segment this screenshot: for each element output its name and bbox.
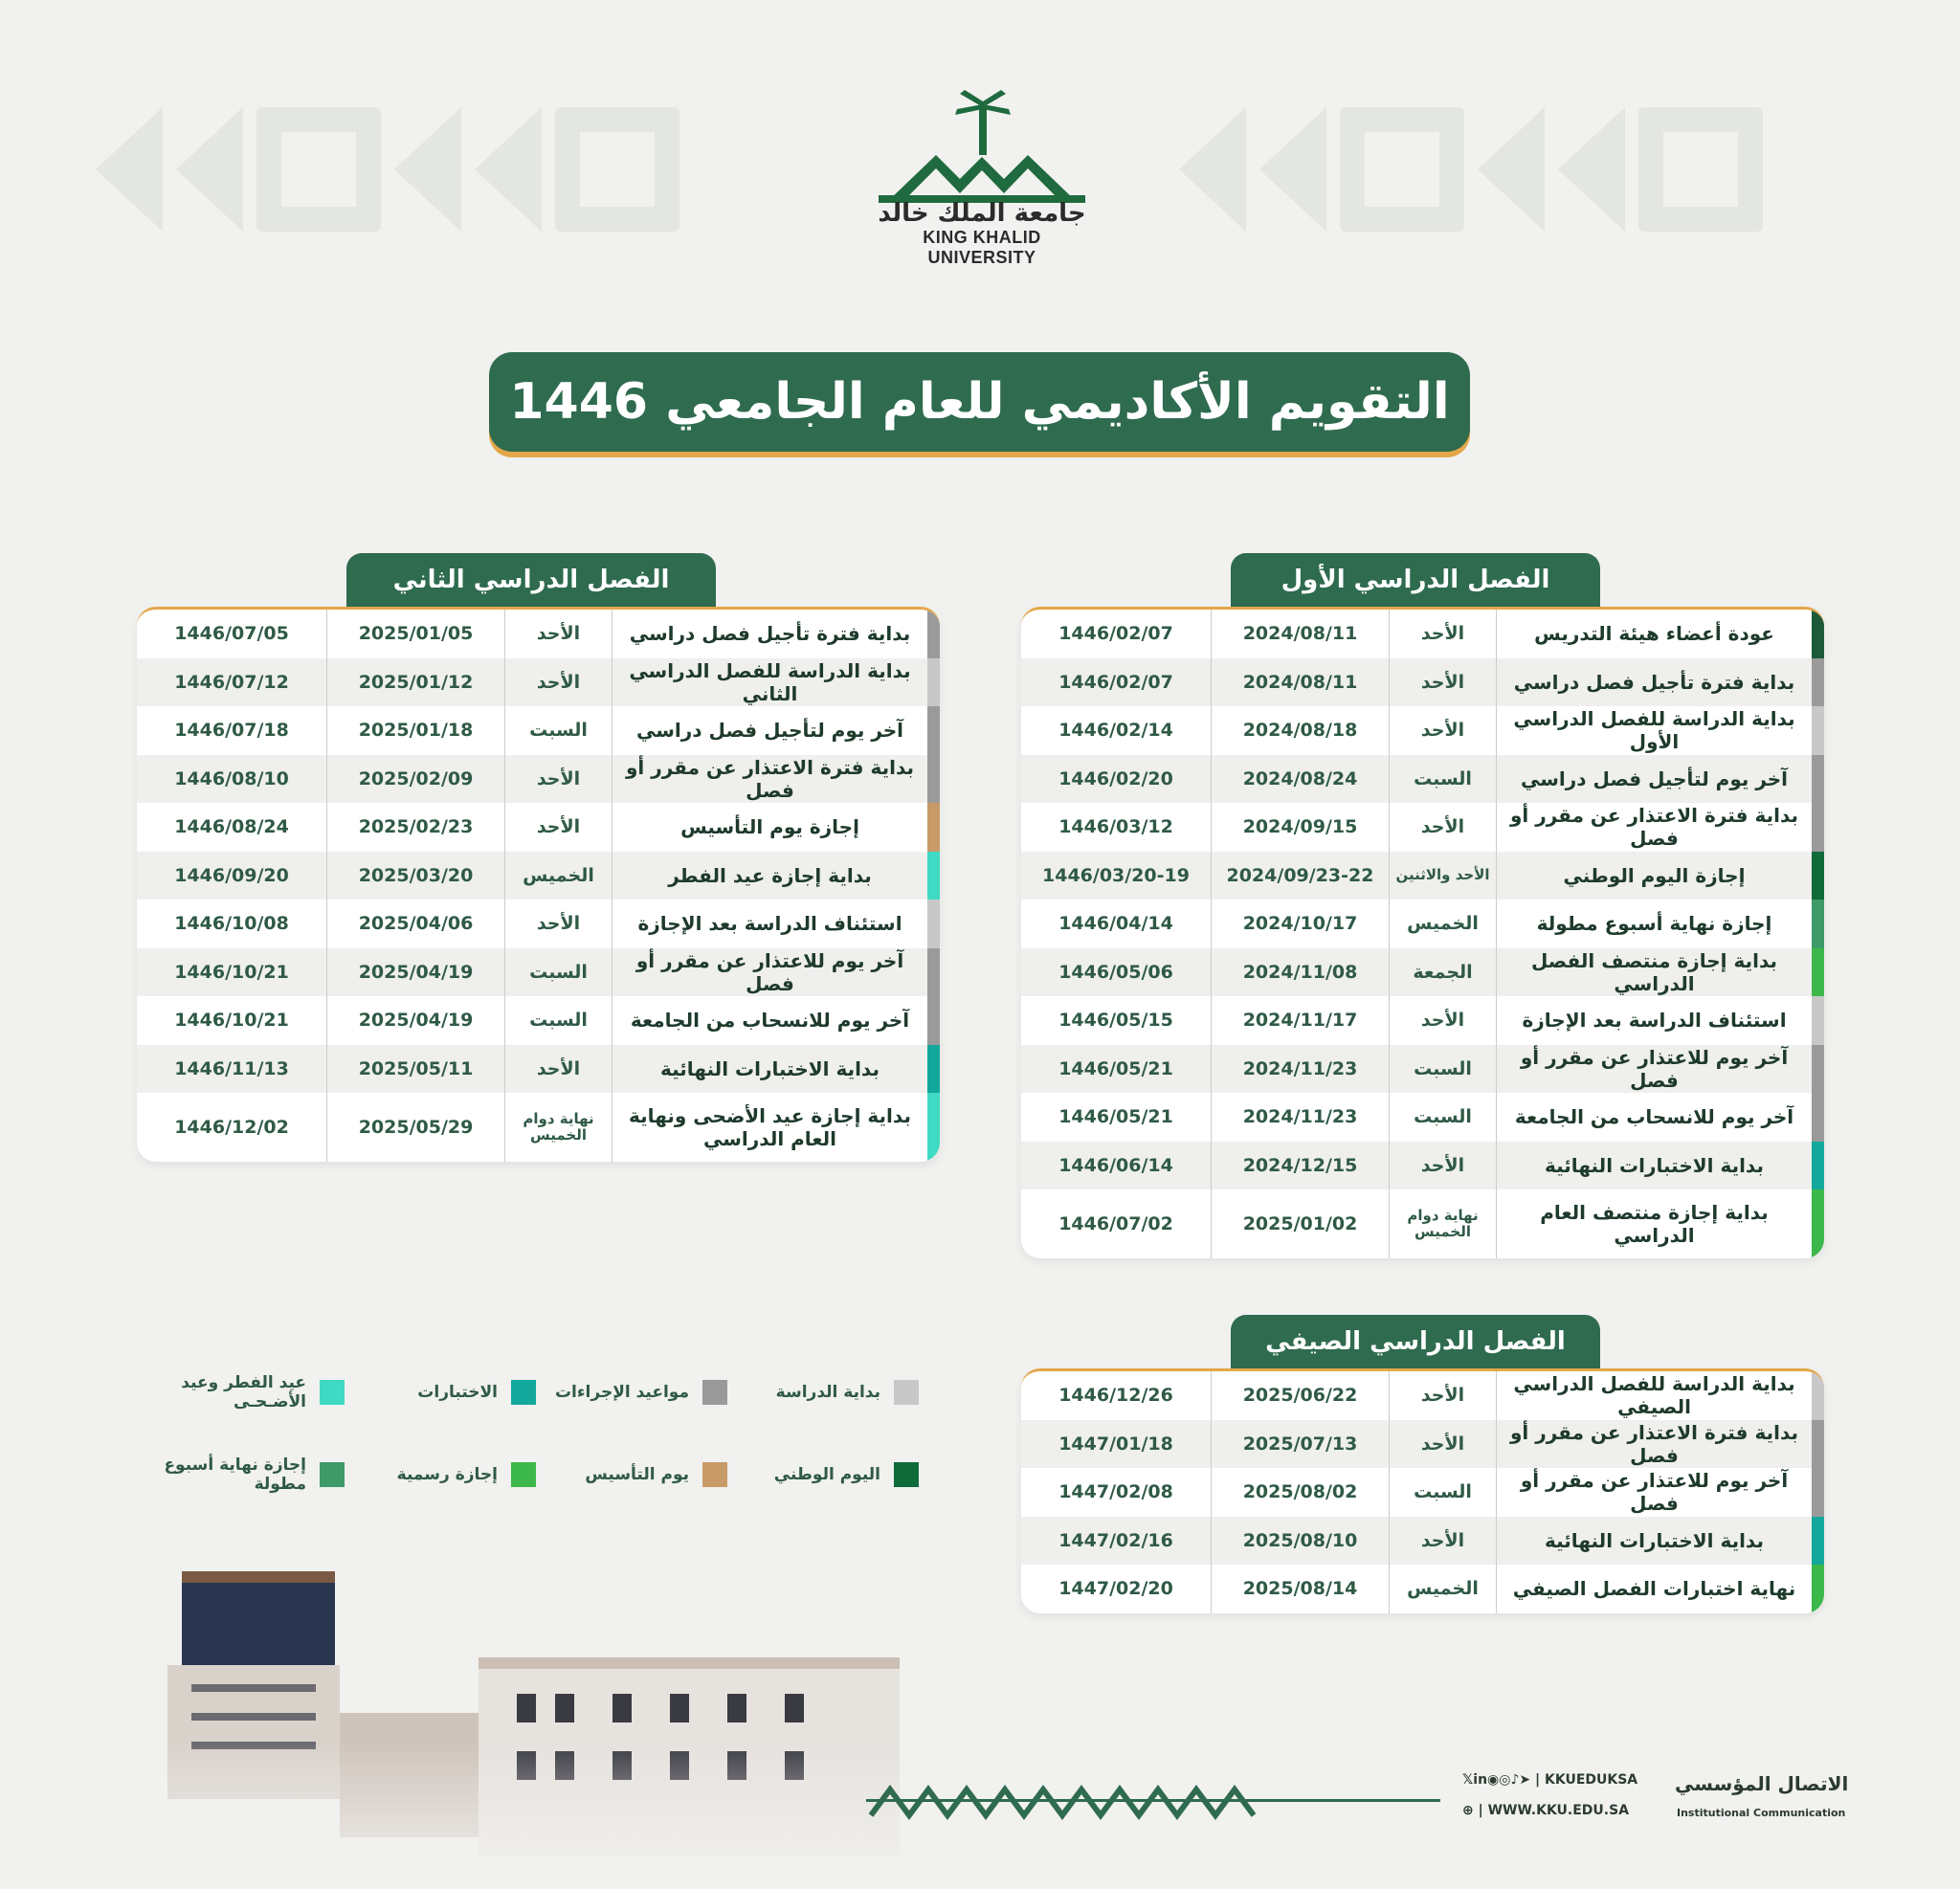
table-row (1021, 1189, 1824, 1258)
hijri-date-cell: 1446/09/20 (174, 864, 289, 886)
legend-label: إجازة نهاية أسبوع مطولة (164, 1456, 306, 1494)
legend-swatch (320, 1380, 345, 1405)
day-cell: الخميس (504, 852, 612, 900)
day-cell: الأحد (504, 900, 612, 948)
gregorian-date-cell: 2025/02/23 (326, 803, 504, 852)
category-color-strip (1812, 1468, 1824, 1517)
category-color-strip (1812, 996, 1824, 1045)
gregorian-date-cell: 2024/11/23 (1211, 1093, 1389, 1142)
category-color-strip (1812, 1189, 1824, 1258)
event-cell: بداية الاختبارات النهائية (612, 1045, 927, 1094)
gregorian-date-cell: 2025/08/02 (1211, 1468, 1389, 1517)
hijri-date-cell: 1446/10/21 (174, 961, 289, 983)
gregorian-date-cell: 2024/11/17 (1211, 996, 1389, 1045)
legend-swatch (894, 1380, 919, 1405)
day-cell: السبت (504, 996, 612, 1045)
semester2-tab: الفصل الدراسي الثاني (346, 553, 716, 607)
gregorian-date-cell: 2025/04/19 (326, 996, 504, 1045)
legend-swatch (511, 1380, 536, 1405)
logo-english-name: KING KHALID UNIVERSITY (923, 228, 1041, 267)
gregorian-date-cell: 2025/01/18 (326, 706, 504, 755)
hijri-date-cell: 1446/04/14 (1058, 913, 1173, 935)
legend-item (536, 1373, 727, 1411)
gregorian-date-cell: 2025/04/19 (326, 948, 504, 997)
event-cell: آخر يوم لتأجيل فصل دراسي (1496, 755, 1812, 804)
day-cell: الجمعة (1389, 948, 1496, 997)
table-row (137, 610, 940, 658)
category-color-strip (1812, 610, 1824, 658)
gregorian-date-cell: 2024/11/08 (1211, 948, 1389, 997)
day-cell: الأحد والاثنين (1389, 852, 1496, 900)
day-cell: السبت (1389, 1093, 1496, 1142)
category-color-strip (1812, 1142, 1824, 1190)
table-row (137, 852, 940, 900)
event-cell: بداية فترة الاعتذار عن مقرر أو فصل (1496, 803, 1812, 852)
day-cell: الأحد (504, 610, 612, 658)
gregorian-date-cell: 2025/08/10 (1211, 1517, 1389, 1566)
gregorian-date-cell: 2025/05/29 (326, 1093, 504, 1162)
event-cell: آخر يوم للانسحاب من الجامعة (612, 996, 927, 1045)
table-row (137, 948, 940, 997)
hijri-date-cell: 1446/05/06 (1058, 961, 1173, 983)
day-cell: الأحد (1389, 1142, 1496, 1190)
table-row (1021, 1517, 1824, 1566)
hijri-date-cell: 1446/02/14 (1058, 720, 1173, 742)
day-cell: نهاية دوام الخميس (504, 1093, 612, 1162)
event-cell: بداية فترة تأجيل فصل دراسي (1496, 658, 1812, 707)
table-row (137, 658, 940, 707)
event-cell: بداية إجازة منتصف العام الدراسي (1496, 1189, 1812, 1258)
hijri-date-cell: 1446/02/20 (1058, 767, 1173, 789)
day-cell: الأحد (1389, 996, 1496, 1045)
table-row (1021, 1093, 1824, 1142)
legend-label: عيد الفطر وعيد الأضـحـى (181, 1373, 306, 1411)
hijri-date-cell: 1446/08/10 (174, 767, 289, 789)
hijri-date-cell: 1446/11/13 (174, 1057, 289, 1079)
table-row (137, 900, 940, 948)
category-color-strip (1812, 755, 1824, 804)
event-cell: بداية الدراسة للفصل الدراسي الثاني (612, 658, 927, 707)
color-legend (153, 1373, 919, 1538)
day-cell: الأحد (504, 803, 612, 852)
category-color-strip (927, 658, 940, 707)
table-row (137, 996, 940, 1045)
table-row (137, 755, 940, 804)
table-row (137, 1045, 940, 1094)
hijri-date-cell: 1446/12/02 (174, 1117, 289, 1138)
day-cell: السبت (504, 706, 612, 755)
legend-swatch (511, 1462, 536, 1487)
event-cell: آخر يوم للاعتذار عن مقرر أو فصل (1496, 1468, 1812, 1517)
category-color-strip (927, 852, 940, 900)
gregorian-date-cell: 2025/07/13 (1211, 1420, 1389, 1469)
event-cell: بداية الدراسة للفصل الدراسي الصيفي (1496, 1371, 1812, 1420)
gregorian-date-cell: 2024/08/24 (1211, 755, 1389, 804)
day-cell: الخميس (1389, 1565, 1496, 1613)
legend-label: يوم التأسيس (585, 1465, 689, 1484)
gregorian-date-cell: 2024/10/17 (1211, 900, 1389, 948)
hijri-date-cell: 1447/01/18 (1058, 1433, 1173, 1455)
legend-item (727, 1373, 919, 1411)
legend-swatch (702, 1380, 727, 1405)
gregorian-date-cell: 2024/08/11 (1211, 658, 1389, 707)
hijri-date-cell: 1446/07/02 (1058, 1213, 1173, 1234)
event-cell: بداية الاختبارات النهائية (1496, 1142, 1812, 1190)
legend-item (345, 1456, 536, 1494)
gregorian-date-cell: 2025/05/11 (326, 1045, 504, 1094)
table-row (1021, 1371, 1824, 1420)
gregorian-date-cell: 2024/08/18 (1211, 706, 1389, 755)
day-cell: السبت (1389, 1045, 1496, 1094)
footer-website[interactable]: ⊕ | WWW.KKU.EDU.SA (1462, 1803, 1630, 1818)
event-cell: بداية فترة الاعتذار عن مقرر أو فصل (1496, 1420, 1812, 1469)
day-cell: الأحد (504, 658, 612, 707)
legend-item (153, 1373, 345, 1411)
footer-dept-english: Institutional Communication (1677, 1807, 1846, 1819)
event-cell: نهاية اختبارات الفصل الصيفي (1496, 1565, 1812, 1613)
category-color-strip (1812, 706, 1824, 755)
event-cell: إجازة اليوم الوطني (1496, 852, 1812, 900)
day-cell: الأحد (1389, 1517, 1496, 1566)
hijri-date-cell: 1446/10/21 (174, 1010, 289, 1032)
gregorian-date-cell: 2024/09/15 (1211, 803, 1389, 852)
category-color-strip (1812, 900, 1824, 948)
category-color-strip (927, 803, 940, 852)
legend-label: اليوم الوطني (773, 1465, 880, 1484)
category-color-strip (927, 900, 940, 948)
watermark-left (96, 107, 679, 241)
event-cell: آخر يوم للاعتذار عن مقرر أو فصل (612, 948, 927, 997)
legend-label: بداية الدراسة (775, 1383, 880, 1402)
hijri-date-cell: 1446/03/12 (1058, 816, 1173, 838)
legend-item (345, 1373, 536, 1411)
legend-item (153, 1456, 345, 1494)
hijri-date-cell: 1446/07/18 (174, 720, 289, 742)
summer-tab: الفصل الدراسي الصيفي (1231, 1315, 1600, 1368)
day-cell: الأحد (504, 1045, 612, 1094)
hijri-date-cell: 1446/12/26 (1058, 1385, 1173, 1407)
event-cell: استئناف الدراسة بعد الإجازة (612, 900, 927, 948)
table-row (1021, 1045, 1824, 1094)
gregorian-date-cell: 2024/11/23 (1211, 1045, 1389, 1094)
category-color-strip (1812, 948, 1824, 997)
gregorian-date-cell: 2024/12/15 (1211, 1142, 1389, 1190)
palm-logo-icon (869, 88, 1095, 203)
table-row (1021, 1420, 1824, 1469)
day-cell: نهاية دوام الخميس (1389, 1189, 1496, 1258)
table-row (1021, 1142, 1824, 1190)
category-color-strip (1812, 1093, 1824, 1142)
legend-item (727, 1456, 919, 1494)
category-color-strip (1812, 1045, 1824, 1094)
hijri-date-cell: 1446/07/05 (174, 623, 289, 645)
event-cell: بداية إجازة عيد الأضحى ونهاية العام الدراسي (612, 1093, 927, 1162)
day-cell: الأحد (1389, 706, 1496, 755)
category-color-strip (927, 1093, 940, 1162)
day-cell: الأحد (504, 755, 612, 804)
gregorian-date-cell: 2025/06/22 (1211, 1371, 1389, 1420)
category-color-strip (1812, 852, 1824, 900)
table-row (1021, 1468, 1824, 1517)
event-cell: عودة أعضاء هيئة التدريس (1496, 610, 1812, 658)
table-row (137, 803, 940, 852)
event-cell: بداية فترة الاعتذار عن مقرر أو فصل (612, 755, 927, 804)
logo-arabic-name: جامعة الملك خالد (878, 199, 1086, 228)
semester1-table (1021, 607, 1824, 1258)
gregorian-date-cell: 2025/04/06 (326, 900, 504, 948)
day-cell: الأحد (1389, 803, 1496, 852)
hijri-date-cell: 1446/07/12 (174, 671, 289, 693)
gregorian-date-cell: 2025/08/14 (1211, 1565, 1389, 1613)
summer-table (1021, 1368, 1824, 1613)
legend-item (536, 1456, 727, 1494)
event-cell: بداية الاختبارات النهائية (1496, 1517, 1812, 1566)
table-row (137, 706, 940, 755)
table-row (1021, 1565, 1824, 1613)
category-color-strip (1812, 1420, 1824, 1469)
semester2-table (137, 607, 940, 1162)
table-row (1021, 706, 1824, 755)
day-cell: السبت (1389, 1468, 1496, 1517)
legend-swatch (894, 1462, 919, 1487)
category-color-strip (927, 948, 940, 997)
page-title: التقويم الأكاديمي للعام الجامعي 1446 (489, 352, 1470, 452)
hijri-date-cell: 1446/03/20-19 (1042, 864, 1190, 886)
category-color-strip (927, 610, 940, 658)
university-logo (869, 88, 1095, 265)
event-cell: إجازة نهاية أسبوع مطولة (1496, 900, 1812, 948)
table-row (1021, 948, 1824, 997)
event-cell: بداية إجازة منتصف الفصل الدراسي (1496, 948, 1812, 997)
day-cell: الخميس (1389, 900, 1496, 948)
category-color-strip (1812, 1371, 1824, 1420)
category-color-strip (1812, 1565, 1824, 1613)
hijri-date-cell: 1446/08/24 (174, 816, 289, 838)
table-row (1021, 996, 1824, 1045)
hijri-date-cell: 1446/06/14 (1058, 1154, 1173, 1176)
table-row (1021, 803, 1824, 852)
event-cell: آخر يوم لتأجيل فصل دراسي (612, 706, 927, 755)
watermark-right (1179, 107, 1763, 241)
event-cell: استئناف الدراسة بعد الإجازة (1496, 996, 1812, 1045)
event-cell: بداية الدراسة للفصل الدراسي الأول (1496, 706, 1812, 755)
gregorian-date-cell: 2025/01/05 (326, 610, 504, 658)
footer-divider (866, 1799, 1440, 1802)
day-cell: الأحد (1389, 658, 1496, 707)
table-row (1021, 658, 1824, 707)
legend-label: الاختبارات (417, 1383, 498, 1402)
category-color-strip (927, 1045, 940, 1094)
table-row (137, 1093, 940, 1162)
event-cell: آخر يوم للاعتذار عن مقرر أو فصل (1496, 1045, 1812, 1094)
category-color-strip (927, 755, 940, 804)
category-color-strip (1812, 1517, 1824, 1566)
legend-label: مواعيد الإجراءات (554, 1383, 689, 1402)
day-cell: الأحد (1389, 610, 1496, 658)
category-color-strip (1812, 803, 1824, 852)
hijri-date-cell: 1446/05/21 (1058, 1057, 1173, 1079)
table-row (1021, 900, 1824, 948)
event-cell: بداية فترة تأجيل فصل دراسي (612, 610, 927, 658)
gregorian-date-cell: 2025/02/09 (326, 755, 504, 804)
legend-label: إجازة رسمية (396, 1465, 498, 1484)
event-cell: آخر يوم للانسحاب من الجامعة (1496, 1093, 1812, 1142)
hijri-date-cell: 1446/10/08 (174, 913, 289, 935)
hijri-date-cell: 1446/02/07 (1058, 623, 1173, 645)
gregorian-date-cell: 2024/09/23-22 (1211, 852, 1389, 900)
hijri-date-cell: 1446/05/21 (1058, 1106, 1173, 1128)
event-cell: بداية إجازة عيد الفطر (612, 852, 927, 900)
table-row (1021, 610, 1824, 658)
hijri-date-cell: 1447/02/16 (1058, 1529, 1173, 1551)
legend-swatch (320, 1462, 345, 1487)
category-color-strip (927, 706, 940, 755)
hijri-date-cell: 1446/02/07 (1058, 671, 1173, 693)
day-cell: السبت (504, 948, 612, 997)
hijri-date-cell: 1447/02/08 (1058, 1481, 1173, 1503)
campus-building-illustration (0, 1550, 919, 1889)
category-color-strip (927, 996, 940, 1045)
footer-social-handle[interactable]: 𝕏in◉◎♪➤ | KKUEDUKSA (1462, 1772, 1638, 1788)
day-cell: الأحد (1389, 1371, 1496, 1420)
semester1-tab: الفصل الدراسي الأول (1231, 553, 1600, 607)
day-cell: السبت (1389, 755, 1496, 804)
table-row (1021, 755, 1824, 804)
category-color-strip (1812, 658, 1824, 707)
footer-dept-arabic: الاتصال المؤسسي (1675, 1772, 1849, 1795)
event-cell: إجازة يوم التأسيس (612, 803, 927, 852)
hijri-date-cell: 1447/02/20 (1058, 1578, 1173, 1600)
gregorian-date-cell: 2024/08/11 (1211, 610, 1389, 658)
table-row (1021, 852, 1824, 900)
gregorian-date-cell: 2025/01/02 (1211, 1189, 1389, 1258)
gregorian-date-cell: 2025/03/20 (326, 852, 504, 900)
gregorian-date-cell: 2025/01/12 (326, 658, 504, 707)
hijri-date-cell: 1446/05/15 (1058, 1010, 1173, 1032)
legend-swatch (702, 1462, 727, 1487)
day-cell: الأحد (1389, 1420, 1496, 1469)
